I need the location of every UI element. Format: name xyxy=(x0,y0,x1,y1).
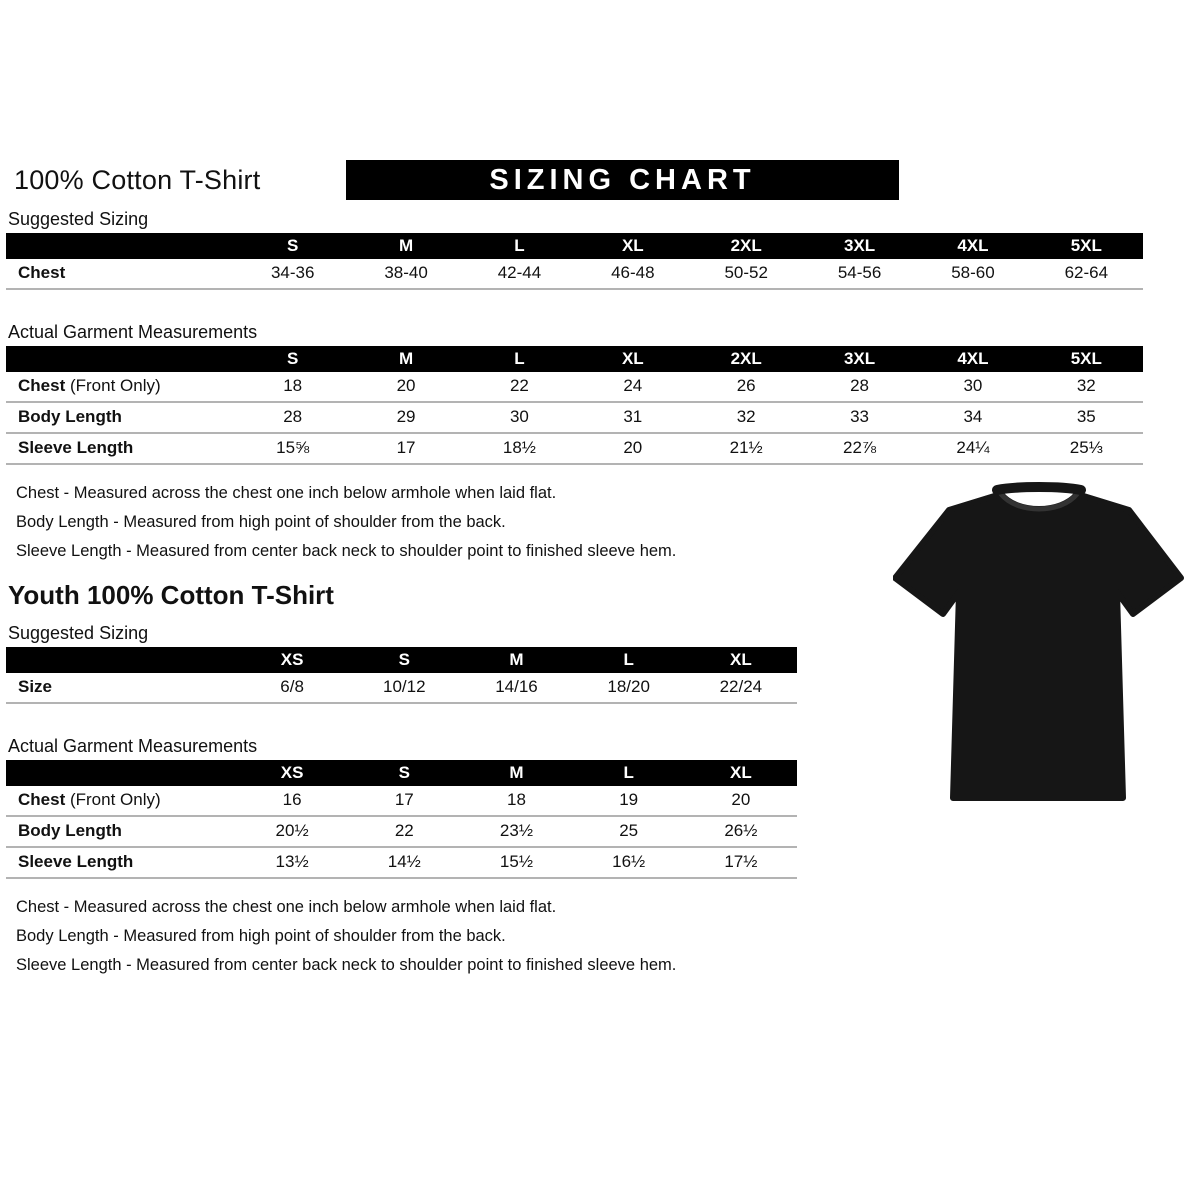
size-column-header: M xyxy=(460,647,572,673)
measurement-cell: 18 xyxy=(236,372,349,402)
measurement-cell: 34-36 xyxy=(236,259,349,289)
row-label: Body Length xyxy=(6,816,236,847)
measurement-cell: 24¼ xyxy=(916,433,1029,464)
measurement-cell: 32 xyxy=(1030,372,1143,402)
measurement-cell: 18 xyxy=(460,786,572,816)
measurement-cell: 28 xyxy=(803,372,916,402)
measurement-cell: 46-48 xyxy=(576,259,689,289)
size-column-header: XS xyxy=(236,760,348,786)
measurement-cell: 14½ xyxy=(348,847,460,878)
tshirt-image xyxy=(893,478,1185,815)
size-column-header: 4XL xyxy=(916,346,1029,372)
adult-actual-table xyxy=(6,346,1143,465)
measurement-cell: 50-52 xyxy=(690,259,803,289)
measurement-cell: 19 xyxy=(573,786,685,816)
note-line: Chest - Measured across the chest one inch below armhole when laid flat. xyxy=(16,484,557,502)
measurement-cell: 58-60 xyxy=(916,259,1029,289)
adult-actual-garment-label: Actual Garment Measurements xyxy=(8,322,258,342)
youth-measurement-notes xyxy=(16,893,1200,980)
measurement-cell: 22⅞ xyxy=(803,433,916,464)
measurement-cell: 18½ xyxy=(463,433,576,464)
size-column-header: 3XL xyxy=(803,346,916,372)
measurement-cell: 29 xyxy=(349,402,462,433)
size-column-header: 5XL xyxy=(1030,346,1143,372)
note-line: Body Length - Measured from high point of shoulder from the back. xyxy=(16,927,506,945)
size-column-header: XS xyxy=(236,647,348,673)
measurement-cell: 17 xyxy=(348,786,460,816)
table-row xyxy=(6,816,797,847)
adult-suggested-sizing-label: Suggested Sizing xyxy=(8,209,149,229)
measurement-cell: 38-40 xyxy=(349,259,462,289)
row-label: Sleeve Length xyxy=(6,433,236,464)
corner-header-cell xyxy=(6,233,236,259)
measurement-cell: 32 xyxy=(690,402,803,433)
measurement-cell: 25 xyxy=(573,816,685,847)
measurement-cell: 20 xyxy=(349,372,462,402)
size-column-header: M xyxy=(349,233,462,259)
corner-header-cell xyxy=(6,647,236,673)
table-row xyxy=(6,259,1143,289)
table-row xyxy=(6,786,797,816)
measurement-cell: 16 xyxy=(236,786,348,816)
size-column-header: S xyxy=(348,647,460,673)
youth-actual-table xyxy=(6,760,797,879)
table-row xyxy=(6,847,797,878)
adult-title: 100% Cotton T-Shirt xyxy=(14,164,261,195)
measurement-cell: 31 xyxy=(576,402,689,433)
measurement-cell: 26½ xyxy=(685,816,797,847)
youth-suggested-table xyxy=(6,647,797,704)
measurement-cell: 62-64 xyxy=(1030,259,1143,289)
measurement-cell: 34 xyxy=(916,402,1029,433)
measurement-cell: 28 xyxy=(236,402,349,433)
size-column-header: 4XL xyxy=(916,233,1029,259)
measurement-cell: 17 xyxy=(349,433,462,464)
size-column-header: XL xyxy=(685,647,797,673)
size-column-header: M xyxy=(460,760,572,786)
measurement-cell: 17½ xyxy=(685,847,797,878)
measurement-cell: 25⅓ xyxy=(1030,433,1143,464)
size-column-header: 2XL xyxy=(690,346,803,372)
measurement-cell: 23½ xyxy=(460,816,572,847)
size-column-header: 3XL xyxy=(803,233,916,259)
measurement-cell: 16½ xyxy=(573,847,685,878)
measurement-cell: 30 xyxy=(463,402,576,433)
note-line: Chest - Measured across the chest one inch below armhole when laid flat. xyxy=(16,898,557,916)
measurement-cell: 6/8 xyxy=(236,673,348,703)
size-column-header: XL xyxy=(576,233,689,259)
measurement-cell: 22 xyxy=(348,816,460,847)
row-label: Chest xyxy=(6,259,236,289)
size-column-header: 2XL xyxy=(690,233,803,259)
row-label: Size xyxy=(6,673,236,703)
measurement-cell: 14/16 xyxy=(460,673,572,703)
corner-header-cell xyxy=(6,346,236,372)
note-line: Sleeve Length - Measured from center back neck to shoulder point to finished sleeve hem. xyxy=(16,542,677,560)
measurement-cell: 15½ xyxy=(460,847,572,878)
size-column-header: L xyxy=(573,647,685,673)
row-label: Body Length xyxy=(6,402,236,433)
size-column-header: L xyxy=(573,760,685,786)
size-column-header: XL xyxy=(685,760,797,786)
measurement-cell: 13½ xyxy=(236,847,348,878)
measurement-cell: 24 xyxy=(576,372,689,402)
measurement-cell: 22/24 xyxy=(685,673,797,703)
note-line: Sleeve Length - Measured from center back neck to shoulder point to finished sleeve hem. xyxy=(16,956,677,974)
table-row xyxy=(6,402,1143,433)
measurement-cell: 20½ xyxy=(236,816,348,847)
size-column-header: M xyxy=(349,346,462,372)
header-row xyxy=(6,160,1200,200)
measurement-cell: 22 xyxy=(463,372,576,402)
size-header-row xyxy=(6,760,797,786)
corner-header-cell xyxy=(6,760,236,786)
adult-suggested-table xyxy=(6,233,1143,290)
size-column-header: L xyxy=(463,346,576,372)
measurement-cell: 33 xyxy=(803,402,916,433)
size-column-header: L xyxy=(463,233,576,259)
measurement-cell: 10/12 xyxy=(348,673,460,703)
size-column-header: 5XL xyxy=(1030,233,1143,259)
measurement-cell: 35 xyxy=(1030,402,1143,433)
measurement-cell: 26 xyxy=(690,372,803,402)
size-header-row xyxy=(6,647,797,673)
measurement-cell: 30 xyxy=(916,372,1029,402)
size-column-header: S xyxy=(348,760,460,786)
note-line: Body Length - Measured from high point of shoulder from the back. xyxy=(16,513,506,531)
row-label: Chest (Front Only) xyxy=(6,786,236,816)
row-label: Chest (Front Only) xyxy=(6,372,236,402)
measurement-cell: 20 xyxy=(685,786,797,816)
sizing-chart-banner: SIZING CHART xyxy=(346,160,899,200)
measurement-cell: 21½ xyxy=(690,433,803,464)
youth-title: Youth 100% Cotton T-Shirt xyxy=(8,580,334,610)
size-column-header: S xyxy=(236,346,349,372)
row-label: Sleeve Length xyxy=(6,847,236,878)
table-row xyxy=(6,673,797,703)
size-column-header: S xyxy=(236,233,349,259)
measurement-cell: 54-56 xyxy=(803,259,916,289)
measurement-cell: 15⅝ xyxy=(236,433,349,464)
size-column-header: XL xyxy=(576,346,689,372)
youth-actual-garment-label: Actual Garment Measurements xyxy=(8,736,258,756)
size-header-row xyxy=(6,233,1143,259)
table-row xyxy=(6,372,1143,402)
measurement-cell: 42-44 xyxy=(463,259,576,289)
measurement-cell: 20 xyxy=(576,433,689,464)
measurement-cell: 18/20 xyxy=(573,673,685,703)
table-row xyxy=(6,433,1143,464)
youth-suggested-sizing-label: Suggested Sizing xyxy=(8,623,149,643)
tshirt-icon xyxy=(893,478,1185,815)
size-header-row xyxy=(6,346,1143,372)
spacer xyxy=(6,290,1200,322)
